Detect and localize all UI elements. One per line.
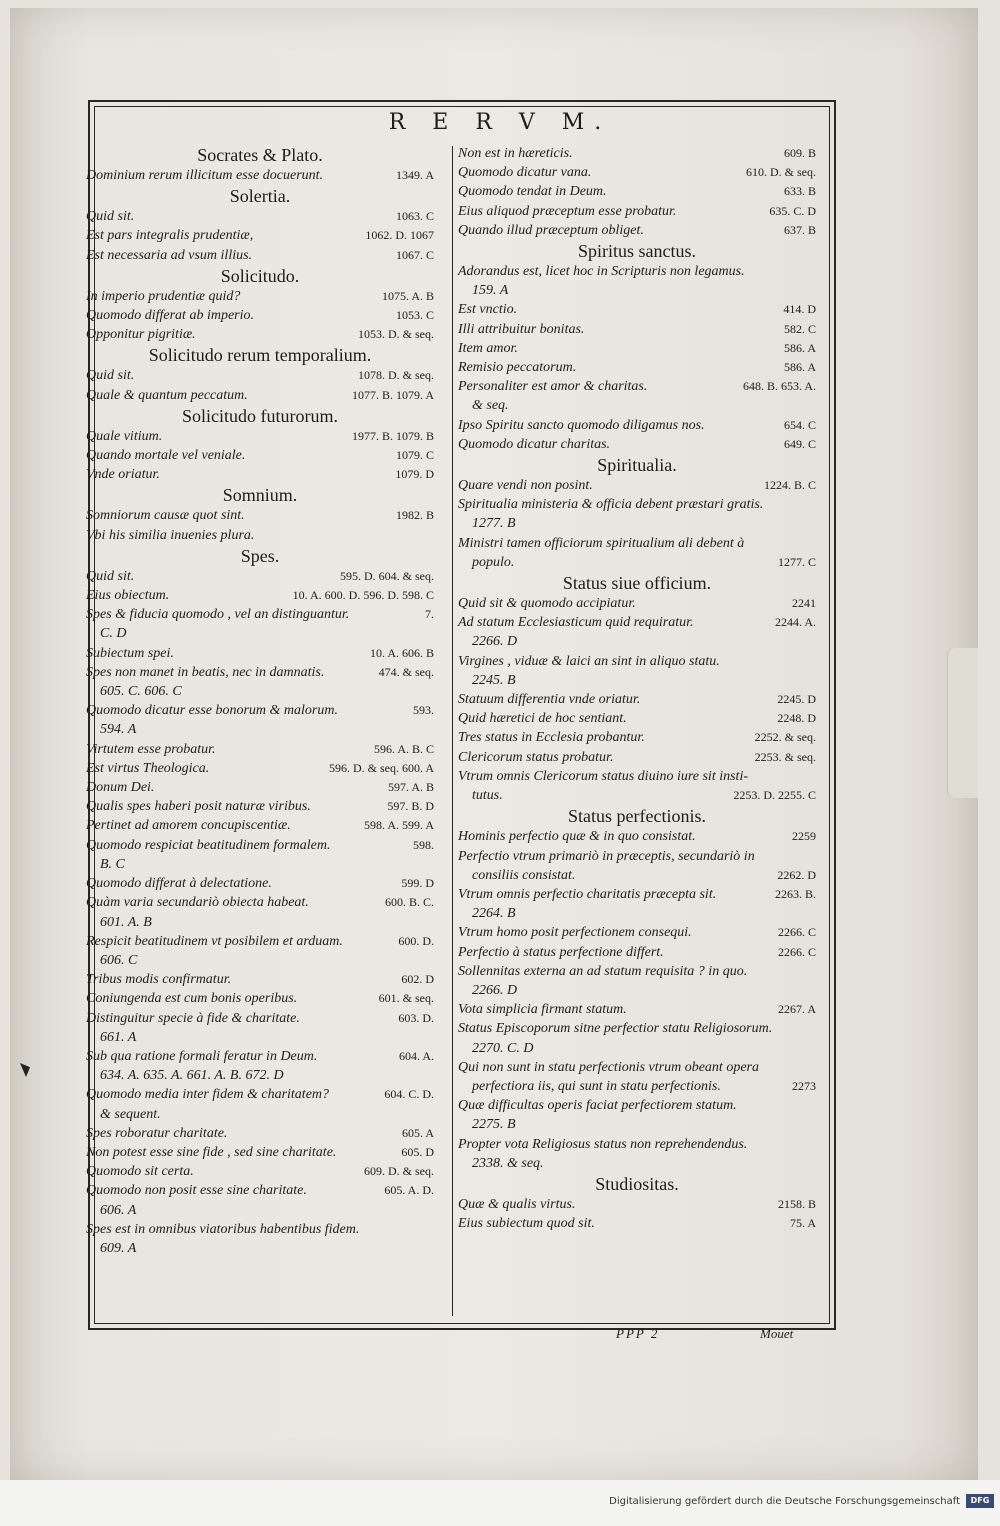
entry-text: Tres status in Ecclesia probantur. — [458, 730, 645, 746]
entry-reference: 598. A. 599. A — [363, 818, 434, 833]
index-entry-continuation — [458, 514, 816, 533]
index-entry — [458, 767, 816, 786]
index-entry — [458, 435, 816, 454]
entry-reference: 582. C — [783, 321, 816, 336]
index-entry — [86, 446, 434, 465]
index-entry — [86, 465, 434, 484]
index-heading: Status perfectionis. — [568, 806, 706, 827]
entry-text: Quid sit. — [86, 209, 135, 225]
index-heading: Spiritus sanctus. — [577, 241, 696, 262]
running-head: R E R V M. — [388, 110, 612, 135]
entry-text: Donum Dei. — [86, 780, 155, 796]
entry-text: Quomodo respiciat beatitudinem formalem. — [86, 837, 331, 853]
index-entry — [86, 1124, 434, 1143]
entry-text: Personaliter est amor & charitas. — [458, 379, 648, 395]
entry-reference: 654. C — [783, 417, 816, 432]
index-entry-continuation — [458, 1154, 816, 1173]
entry-text: Virtutem esse probatur. — [86, 741, 216, 757]
entry-reference: 1063. C — [395, 209, 434, 224]
entry-text: Vtrum homo posit perfectionem consequi. — [458, 925, 692, 941]
entry-reference: 599. D — [401, 876, 434, 891]
entry-reference: 2266. C — [777, 944, 816, 959]
index-entry — [458, 1000, 816, 1019]
entry-text: Non potest esse sine fide , sed sine charitate. — [86, 1144, 337, 1160]
entry-reference: 635. C. D — [769, 203, 816, 218]
index-entry — [458, 495, 816, 514]
index-entry — [458, 690, 816, 709]
index-entry — [86, 663, 434, 682]
index-entry — [458, 182, 816, 201]
entry-text: Sub qua ratione formali feratur in Deum. — [86, 1048, 318, 1064]
entry-reference: 600. B. C. — [384, 895, 434, 910]
index-entry — [458, 262, 816, 281]
entry-reference: 2252. & seq. — [754, 730, 816, 745]
index-entry-continuation — [458, 1039, 816, 1058]
entry-reference: 598. — [413, 837, 434, 852]
index-entry — [86, 605, 434, 624]
entry-reference: 649. C — [783, 436, 816, 451]
index-entry — [458, 594, 816, 613]
footer-bar — [0, 1480, 1000, 1526]
index-entry — [458, 652, 816, 671]
entry-reference: 586. A — [783, 340, 816, 355]
index-entry — [86, 836, 434, 855]
entry-text: Adorandus est, licet hoc in Scripturis non legamus. — [458, 264, 745, 280]
index-entry — [458, 827, 816, 846]
entry-reference: 605. A — [401, 1125, 434, 1140]
index-entry — [458, 300, 816, 319]
entry-text: Quàm varia secundariò obiecta habeat. — [86, 895, 309, 911]
index-entry-continuation — [458, 632, 816, 651]
index-entry — [458, 728, 816, 747]
index-heading: Solertia. — [229, 186, 291, 207]
entry-text: Eius subiectum quod sit. — [458, 1216, 595, 1232]
entry-reference: 648. B. 653. A. — [742, 379, 816, 394]
entry-text: Perfectio vtrum primariò in præceptis, secundariò in — [458, 848, 755, 864]
entry-reference: 1982. B — [395, 508, 434, 523]
entry-reference: 414. D — [783, 302, 816, 317]
index-entry — [458, 1195, 816, 1214]
entry-reference: 1075. A. B — [381, 288, 434, 303]
entry-text: 2264. B — [472, 906, 516, 922]
index-entry — [458, 1096, 816, 1115]
index-entry — [458, 613, 816, 632]
entry-text: 2266. D — [472, 982, 518, 998]
entry-text: Respicit beatitudinem vt posibilem et arduam. — [86, 933, 343, 949]
index-entry — [458, 709, 816, 728]
index-entry-continuation — [86, 1028, 434, 1047]
entry-text: 2266. D — [472, 634, 518, 650]
signature-mark: PPP 2 — [616, 1326, 660, 1341]
entry-text: 2245. B — [472, 672, 516, 688]
entry-text: Est necessaria ad vsum illius. — [86, 247, 253, 263]
index-entry — [86, 1143, 434, 1162]
index-entry — [86, 740, 434, 759]
index-entry-continuation — [86, 1066, 434, 1085]
entry-reference: 2253. D. 2255. C — [733, 788, 816, 803]
index-entry — [458, 416, 816, 435]
index-entry — [458, 163, 816, 182]
entry-text: Hominis perfectio quæ & in quo consistat. — [458, 829, 696, 845]
entry-text: Distinguitur specie à fide & charitate. — [86, 1010, 300, 1026]
entry-reference: 596. A. B. C — [373, 741, 434, 756]
entry-text: Spes roboratur charitate. — [86, 1125, 228, 1141]
index-entry — [86, 816, 434, 835]
entry-reference: 1977. B. 1079. B — [351, 428, 434, 443]
entry-text: 601. A. B — [100, 914, 152, 930]
index-entry — [86, 970, 434, 989]
entry-text: Propter vota Religiosus status non reprehendendus. — [458, 1136, 748, 1152]
entry-text: Quid sit. — [86, 368, 135, 384]
entry-reference: 2259 — [792, 829, 816, 844]
index-entry-continuation — [86, 720, 434, 739]
entry-text: Quomodo differat ab imperio. — [86, 308, 254, 324]
index-entry — [86, 1085, 434, 1104]
entry-text: Somniorum causæ quot sint. — [86, 508, 245, 524]
entry-reference: 2262. D — [777, 867, 816, 882]
index-entry — [458, 748, 816, 767]
index-entry — [458, 847, 816, 866]
index-entry — [86, 989, 434, 1008]
entry-text: Item amor. — [458, 340, 518, 356]
entry-reference: 604. A. — [398, 1048, 434, 1063]
entry-text: Spes & fiducia quomodo , vel an distinguantur. — [86, 607, 350, 623]
entry-text: 661. A — [100, 1029, 137, 1045]
entry-text: Dominium rerum illicitum esse docuerunt. — [86, 168, 324, 183]
left-column — [86, 144, 434, 1258]
entry-text: Est vnctio. — [458, 302, 518, 318]
index-entry — [458, 943, 816, 962]
entry-text: Quale & quantum peccatum. — [86, 387, 248, 403]
index-entry-continuation — [86, 1239, 434, 1258]
entry-text: 605. C. 606. C — [100, 684, 182, 700]
entry-text: 594. A — [100, 722, 137, 738]
entry-text: Quomodo dicatur vana. — [458, 165, 592, 181]
entry-reference: 1062. D. 1067 — [365, 228, 434, 243]
entry-reference: 1053. C — [395, 308, 434, 323]
entry-text: Est pars integralis prudentiæ, — [86, 228, 254, 244]
entry-reference: 2244. A. — [774, 615, 816, 630]
entry-text: Vota simplicia firmant statum. — [458, 1002, 627, 1018]
entry-text: Pertinet ad amorem concupiscentiæ. — [86, 818, 291, 834]
entry-text: & sequent. — [100, 1106, 161, 1122]
entry-reference: 600. D. — [398, 933, 434, 948]
entry-reference: 605. A. D. — [384, 1183, 434, 1198]
entry-reference: 7. — [425, 607, 434, 622]
index-entry — [86, 226, 434, 245]
right-column — [458, 144, 816, 1233]
entry-reference: 1224. B. C — [763, 478, 816, 493]
index-entry — [86, 586, 434, 605]
entry-text: 1277. B — [472, 516, 516, 532]
entry-text: 609. A — [100, 1240, 137, 1256]
index-entry — [458, 476, 816, 495]
index-entry — [86, 1181, 434, 1200]
entry-reference: 610. D. & seq. — [746, 165, 816, 180]
entry-text: Ministri tamen officiorum spiritualium ali debent à — [458, 535, 745, 551]
index-entry — [86, 874, 434, 893]
entry-reference: 2245. D — [777, 692, 816, 707]
entry-text: Clericorum status probatur. — [458, 749, 614, 765]
index-entry-continuation — [458, 1077, 816, 1096]
index-entry-continuation — [86, 855, 434, 874]
entry-text: & seq. — [472, 398, 509, 414]
entry-text: 2338. & seq. — [472, 1155, 544, 1171]
index-entry-continuation — [458, 671, 816, 690]
entry-text: Quando mortale vel veniale. — [86, 448, 246, 464]
entry-reference: 1053. D. & seq. — [358, 327, 434, 342]
index-entry — [86, 526, 434, 545]
index-entry — [458, 144, 816, 163]
index-entry-continuation — [458, 866, 816, 885]
entry-text: Quale vitium. — [86, 428, 163, 444]
index-entry — [458, 202, 816, 221]
entry-text: Quid sit & quomodo accipiatur. — [458, 596, 636, 612]
index-entry — [458, 1019, 816, 1038]
entry-text: Vbi his similia inuenies plura. — [86, 527, 255, 543]
index-heading: Solicitudo futurorum. — [182, 405, 338, 426]
entry-text: Spes est in omnibus viatoribus habentibus fidem. — [86, 1221, 360, 1237]
entry-reference: 1277. C — [777, 554, 816, 569]
entry-text: Quomodo tendat in Deum. — [458, 184, 607, 200]
entry-text: Status Episcoporum sitne perfectior statu Religiosorum. — [458, 1021, 773, 1037]
index-entry — [86, 1009, 434, 1028]
index-entry — [458, 923, 816, 942]
index-entry — [86, 759, 434, 778]
index-entry — [458, 377, 816, 396]
index-entry-continuation — [86, 913, 434, 932]
index-entry — [86, 366, 434, 385]
entry-text: Quid hæretici de hoc sentiant. — [458, 711, 627, 727]
index-heading: Solicitudo. — [220, 265, 300, 286]
index-entry-continuation — [86, 951, 434, 970]
entry-text: Sollennitas externa an ad statum requisita ? in quo. — [458, 963, 748, 979]
entry-reference: 10. A. 606. B — [369, 645, 434, 660]
entry-reference: 2273 — [792, 1078, 816, 1093]
index-entry — [86, 287, 434, 306]
entry-reference: 2266. C — [777, 925, 816, 940]
index-entry — [86, 386, 434, 405]
index-entry — [86, 166, 434, 185]
entry-text: Quando illud præceptum obliget. — [458, 222, 644, 238]
entry-text: Quare vendi non posint. — [458, 478, 593, 494]
entry-text: Coniungenda est cum bonis operibus. — [86, 991, 298, 1007]
index-entry-continuation — [458, 981, 816, 1000]
entry-reference: 596. D. & seq. 600. A — [329, 760, 434, 775]
index-entry-continuation — [86, 1105, 434, 1124]
entry-text: Quomodo sit certa. — [86, 1164, 194, 1180]
entry-text: Eius aliquod præceptum esse probatur. — [458, 203, 677, 219]
entry-reference: 605. D — [401, 1144, 434, 1159]
entry-text: Non est in hæreticis. — [458, 146, 573, 161]
entry-reference: 474. & seq. — [378, 664, 434, 679]
entry-text: Vtrum omnis Clericorum status diuino iure sit insti- — [458, 768, 748, 784]
entry-reference: 609. D. & seq. — [364, 1164, 434, 1179]
entry-text: Vtrum omnis perfectio charitatis præcepta sit. — [458, 886, 717, 902]
entry-reference: 597. A. B — [387, 780, 434, 795]
entry-reference: 602. D — [401, 972, 434, 987]
entry-text: Tribus modis confirmatur. — [86, 972, 232, 988]
index-entry-continuation — [86, 682, 434, 701]
entry-text: Est virtus Theologica. — [86, 760, 210, 776]
index-entry — [458, 885, 816, 904]
index-entry — [458, 221, 816, 240]
index-entry — [86, 506, 434, 525]
index-heading: Socrates & Plato. — [197, 145, 323, 165]
entry-text: Quomodo dicatur charitas. — [458, 436, 611, 452]
entry-reference: 597. B. D — [387, 799, 434, 814]
index-entry — [458, 320, 816, 339]
entry-reference: 1078. D. & seq. — [358, 368, 434, 383]
index-heading: Status siue officium. — [562, 573, 712, 594]
entry-text: perfectiora iis, qui sunt in statu perfectionis. — [472, 1078, 721, 1094]
page-edge-tab — [947, 648, 978, 798]
index-heading: Studiositas. — [595, 1173, 679, 1194]
index-entry — [86, 246, 434, 265]
entry-text: 606. C — [100, 952, 138, 968]
entry-text: Illi attribuitur bonitas. — [458, 321, 585, 337]
index-entry — [86, 797, 434, 816]
entry-text: B. C — [100, 856, 125, 872]
entry-reference: 1349. A — [395, 168, 434, 182]
entry-text: Qualis spes haberi posit naturæ viribus. — [86, 799, 311, 815]
entry-reference: 2263. B. — [774, 886, 816, 901]
index-entry-continuation — [458, 553, 816, 572]
footer-credit: Digitalisierung gefördert durch die Deutsche Forschungsgemeinschaft — [609, 1496, 960, 1507]
entry-text: C. D — [100, 626, 127, 642]
index-entry-continuation — [458, 1115, 816, 1134]
entry-text: populo. — [472, 554, 515, 570]
catchword: Mouet — [760, 1326, 794, 1341]
index-entry — [86, 1220, 434, 1239]
index-entry — [86, 207, 434, 226]
entry-text: Quomodo dicatur esse bonorum & malorum. — [86, 703, 338, 719]
index-entry — [458, 1214, 816, 1233]
dfg-logo: DFG — [966, 1494, 994, 1508]
entry-text: Ad statum Ecclesiasticum quid requiratur. — [458, 615, 694, 631]
entry-text: Subiectum spei. — [86, 645, 174, 661]
entry-text: Eius obiectum. — [86, 588, 170, 604]
index-entry-continuation — [458, 396, 816, 415]
entry-reference: 1079. C — [395, 448, 434, 463]
index-entry — [86, 644, 434, 663]
entry-reference: 2241 — [792, 596, 816, 611]
index-entry — [86, 306, 434, 325]
entry-reference: 10. A. 600. D. 596. D. 598. C — [292, 588, 434, 603]
entry-text: Quomodo media inter fidem & charitatem? — [86, 1087, 330, 1103]
entry-reference: 1079. D — [395, 467, 434, 482]
index-entry-continuation — [458, 281, 816, 300]
column-divider — [452, 146, 453, 1316]
entry-reference: 595. D. 604. & seq. — [340, 568, 434, 583]
entry-text: Remisio peccatorum. — [458, 360, 577, 376]
entry-reference: 2248. D — [777, 711, 816, 726]
index-heading: Spes. — [240, 545, 280, 566]
entry-reference: 1077. B. 1079. A — [351, 387, 434, 402]
entry-reference: 2267. A — [777, 1002, 816, 1017]
index-heading: Spiritualia. — [597, 455, 677, 476]
entry-reference: 1067. C — [395, 247, 434, 262]
entry-text: Vnde oriatur. — [86, 467, 160, 483]
entry-reference: 75. A — [789, 1216, 816, 1231]
entry-text: Spiritualia ministeria & officia debent præstari gratis. — [458, 497, 764, 513]
entry-text: Quomodo non posit esse sine charitate. — [86, 1183, 307, 1199]
entry-text: Perfectio à status perfectione differt. — [458, 944, 664, 960]
entry-text: Statuum differentia vnde oriatur. — [458, 692, 641, 708]
index-entry — [86, 1047, 434, 1066]
index-entry — [86, 1162, 434, 1181]
index-entry — [86, 893, 434, 912]
index-entry — [458, 962, 816, 981]
entry-text: 159. A — [472, 283, 509, 299]
entry-reference: 601. & seq. — [378, 991, 434, 1006]
index-entry-continuation — [86, 1201, 434, 1220]
entry-text: Quomodo differat à delectatione. — [86, 876, 272, 892]
entry-text: In imperio prudentiæ quid? — [86, 288, 241, 304]
index-entry — [458, 339, 816, 358]
entry-text: 634. A. 635. A. 661. A. B. 672. D — [100, 1068, 284, 1084]
index-heading: Solicitudo rerum temporalium. — [148, 345, 372, 366]
entry-reference: 633. B — [783, 184, 816, 199]
entry-reference: 586. A — [783, 360, 816, 375]
entry-text: consiliis consistat. — [472, 867, 576, 883]
index-entry — [458, 1058, 816, 1077]
index-entry — [86, 932, 434, 951]
entry-text: Ipso Spiritu sancto quomodo diligamus nos. — [458, 417, 705, 433]
index-entry — [86, 701, 434, 720]
entry-text: Quæ & qualis virtus. — [458, 1196, 576, 1212]
entry-text: Qui non sunt in statu perfectionis vtrum obeant opera — [458, 1059, 759, 1075]
index-entry-continuation — [86, 624, 434, 643]
index-heading: Somnium. — [222, 485, 298, 506]
entry-text: 2275. B — [472, 1117, 516, 1133]
entry-reference: 2253. & seq. — [754, 749, 816, 764]
index-entry — [86, 567, 434, 586]
entry-text: Quid sit. — [86, 568, 135, 584]
index-entry — [86, 325, 434, 344]
entry-reference: 2158. B — [777, 1196, 816, 1211]
index-entry — [458, 1135, 816, 1154]
entry-reference: 593. — [413, 703, 434, 718]
entry-text: Opponitur pigritiæ. — [86, 327, 196, 343]
entry-reference: 603. D. — [398, 1010, 434, 1025]
entry-text: 606. A — [100, 1202, 137, 1218]
entry-text: tutus. — [472, 788, 503, 804]
entry-text: 2270. C. D — [472, 1040, 534, 1056]
entry-reference: 609. B — [783, 146, 816, 160]
index-entry-continuation — [458, 904, 816, 923]
index-entry — [86, 778, 434, 797]
entry-reference: 604. C. D. — [384, 1087, 434, 1102]
index-entry — [458, 534, 816, 553]
entry-text: Virgines , viduæ & laici an sint in aliquo statu. — [458, 653, 720, 669]
entry-text: Quæ difficultas operis faciat perfectiorem statum. — [458, 1098, 737, 1114]
index-entry-continuation — [458, 786, 816, 805]
index-entry — [86, 427, 434, 446]
entry-reference: 637. B — [783, 222, 816, 237]
entry-text: Spes non manet in beatis, nec in damnatis. — [86, 664, 325, 680]
index-entry — [458, 358, 816, 377]
